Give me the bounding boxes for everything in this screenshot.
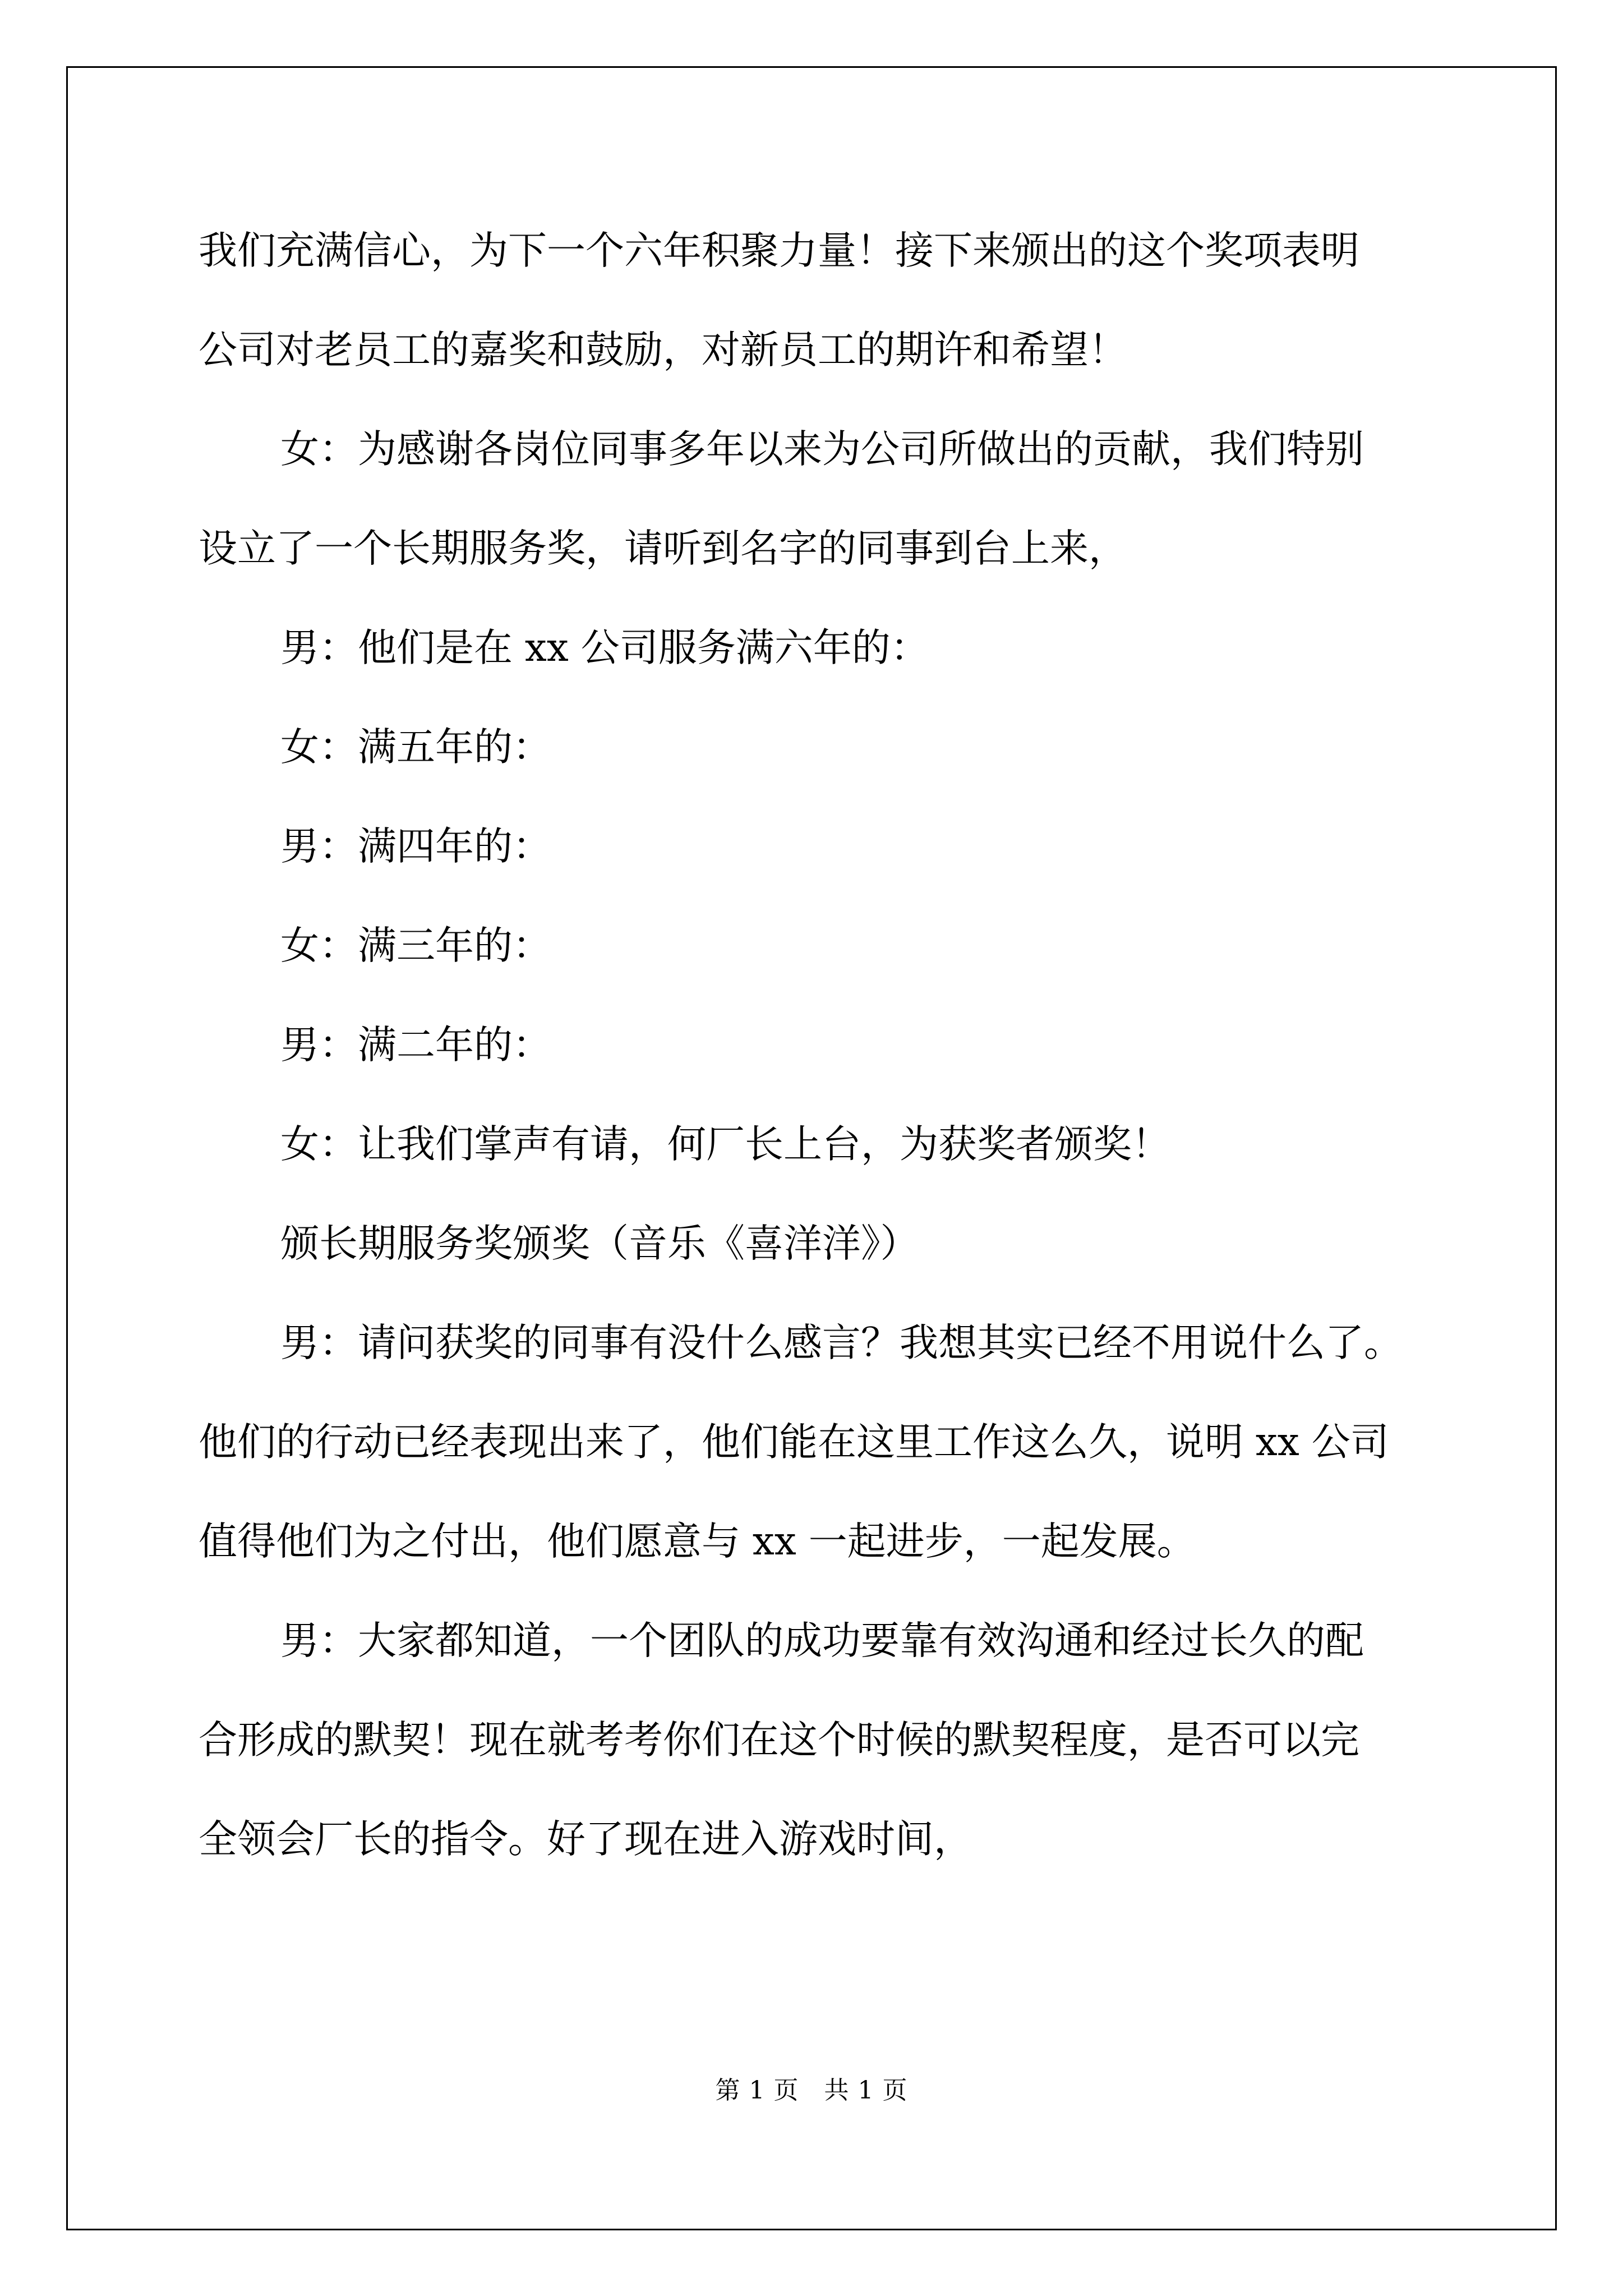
text-line: 值得他们为之付出，他们愿意与 xx 一起进步，一起发展。 xyxy=(199,1519,1196,1564)
text-line: 女：满三年的： xyxy=(280,923,551,968)
text-line: 女：让我们掌声有请，何厂长上台，为获奖者颁奖！ xyxy=(280,1122,1170,1167)
text-line: 合形成的默契！现在就考考你们在这个时候的默契程度，是否可以完 xyxy=(199,1718,1359,1763)
text-line: 颁长期服务奖颁奖（音乐《喜洋洋》） xyxy=(280,1221,919,1266)
text-line: 公司对老员工的嘉奖和鼓励，对新员工的期许和希望！ xyxy=(199,328,1127,372)
text-line: 设立了一个长期服务奖，请听到名字的同事到台上来， xyxy=(199,526,1127,571)
text-line: 男：大家都知道，一个团队的成功要靠有效沟通和经过长久的配 xyxy=(280,1618,1364,1663)
text-line: 女：为感谢各岗位同事多年以来为公司所做出的贡献，我们特别 xyxy=(280,427,1364,472)
text-line: 男：他们是在 xx 公司服务满六年的： xyxy=(280,625,929,670)
text-line: 他们的行动已经表现出来了，他们能在这里工作这么久，说明 xx 公司 xyxy=(199,1420,1389,1465)
text-line: 全领会厂长的指令。好了现在进入游戏时间， xyxy=(199,1817,972,1862)
page-number-footer: 第 1 页 共 1 页 xyxy=(715,2076,908,2105)
text-line: 男：满二年的： xyxy=(280,1023,551,1068)
text-line: 女：满五年的： xyxy=(280,725,551,770)
document-body xyxy=(199,209,1460,1897)
text-line: 男：请问获奖的同事有没什么感言？我想其实已经不用说什么了。 xyxy=(280,1320,1403,1365)
text-line: 男：满四年的： xyxy=(280,824,551,869)
text-line: 我们充满信心，为下一个六年积聚力量！接下来颁出的这个奖项表明 xyxy=(199,228,1359,273)
